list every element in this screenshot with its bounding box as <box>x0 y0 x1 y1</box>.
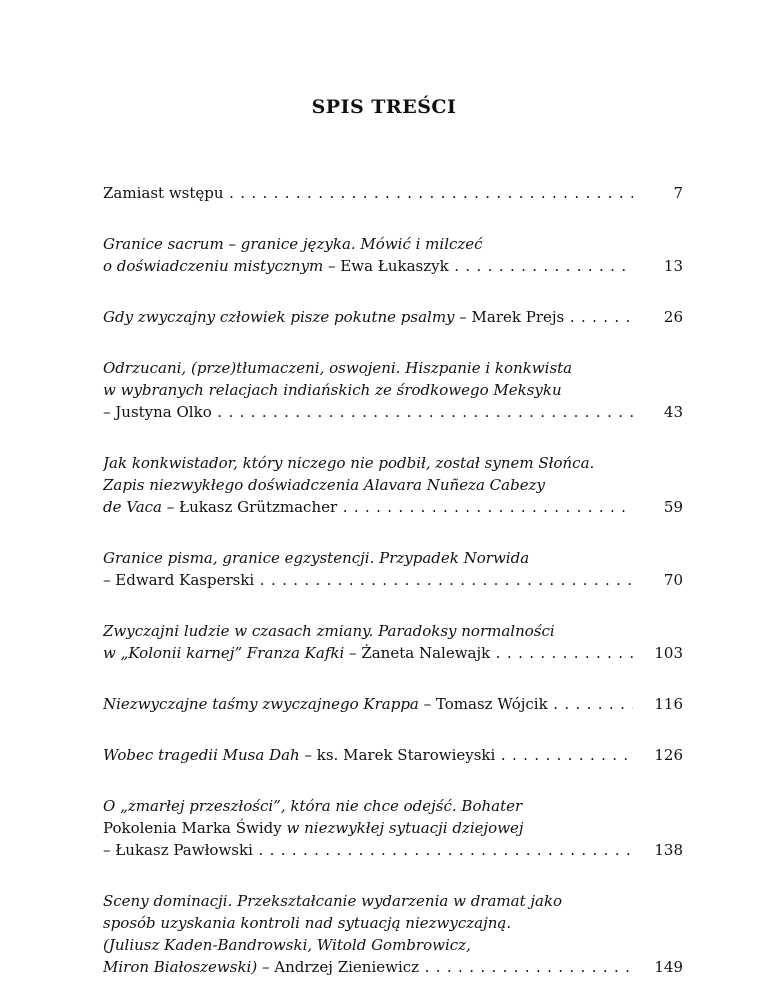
toc-title-segment: Odrzucani, (prze)tłumaczeni, oswojeni. Hiszpanie i konkwista <box>103 359 573 377</box>
toc-entry-line <box>103 547 633 569</box>
toc-title-segment: sposób uzyskania kontroli nad sytuacją niezwyczajną. <box>103 914 512 932</box>
toc-entry-text <box>103 547 683 591</box>
page-title: SPIS TREŚCI <box>311 96 457 118</box>
toc-entry-text <box>103 452 683 518</box>
toc-entry <box>103 357 683 423</box>
toc-page-number: 59 <box>663 498 683 516</box>
toc-entry-line <box>103 912 633 934</box>
toc-entry-line <box>103 620 633 642</box>
toc-entry-line <box>103 401 633 423</box>
toc-entry <box>103 182 683 204</box>
toc-entry <box>103 744 683 766</box>
toc-entry-text <box>103 744 683 766</box>
toc-author-segment: – Ewa Łukaszyk <box>323 257 449 275</box>
toc-page-number: 13 <box>663 257 683 275</box>
toc-page-number: 103 <box>654 644 683 662</box>
toc-title-segment: w wybranych relacjach indiańskich ze środkowego Meksyku <box>103 381 562 399</box>
toc-entry <box>103 452 683 518</box>
toc-page-number: 70 <box>663 571 683 589</box>
toc-entry <box>103 547 683 591</box>
toc-author-segment: – Justyna Olko <box>103 403 212 421</box>
toc-title-segment: (Juliusz Kaden-Bandrowski, Witold Gombrowicz, <box>103 936 471 954</box>
toc-entry-line <box>103 357 633 379</box>
toc-entry <box>103 890 683 978</box>
toc-title-segment: Granice sacrum – granice języka. Mówić i milczeć <box>103 235 483 253</box>
toc-entry-line <box>103 569 633 591</box>
toc-entry <box>103 233 683 277</box>
toc-author-segment: – ks. Marek Starowieyski <box>299 746 496 764</box>
toc-entry-line <box>103 642 633 664</box>
toc-entry-line <box>103 817 633 839</box>
toc-entry-line <box>103 379 633 401</box>
toc-author-segment: – Łukasz Pawłowski <box>103 841 253 859</box>
toc-title-segment: Granice pisma, granice egzystencji. Przypadek Norwida <box>103 549 530 567</box>
toc-entry <box>103 795 683 861</box>
toc-entry-text <box>103 795 683 861</box>
toc-entry-text <box>103 693 683 715</box>
toc-author-segment: – Andrzej Zieniewicz <box>257 958 420 976</box>
toc-title-segment: Zapis niezwykłego doświadczenia Alavara Nuñeza Cabezy <box>103 476 545 494</box>
toc-entry-line <box>103 795 633 817</box>
toc-title-segment: Niezwyczajne taśmy zwyczajnego Krappa <box>103 695 419 713</box>
toc-entry-text <box>103 182 683 204</box>
toc-entry-text <box>103 357 683 423</box>
toc-entry-text <box>103 306 683 328</box>
toc-entry <box>103 620 683 664</box>
toc-author-segment: Zamiast wstępu <box>103 184 224 202</box>
toc-entry-line <box>103 452 633 474</box>
toc-entry-line <box>103 839 633 861</box>
toc-entry-line <box>103 744 633 766</box>
toc-title-segment: w „Kolonii karnej” Franza Kafki <box>103 644 345 662</box>
toc-entry-line <box>103 956 633 978</box>
toc-entry-line <box>103 693 633 715</box>
toc-entry-line <box>103 182 633 204</box>
toc-author-segment: Pokolenia Marka Świdy <box>103 819 282 837</box>
toc-entry <box>103 306 683 328</box>
toc-page-number: 126 <box>654 746 683 764</box>
toc-page-number: 138 <box>654 841 683 859</box>
toc-entry-line <box>103 496 633 518</box>
toc-title-segment: de Vaca <box>103 498 162 516</box>
toc-entry-text <box>103 233 683 277</box>
toc-title-segment: o doświadczeniu mistycznym <box>103 257 324 275</box>
toc-title-segment: Zwyczajni ludzie w czasach zmiany. Paradoksy normalności <box>103 622 555 640</box>
toc-author-segment: – Żaneta Nalewajk <box>344 644 491 662</box>
toc-title-segment: Miron Białoszewski) <box>103 958 258 976</box>
toc-page-number: 7 <box>673 184 683 202</box>
toc-entry <box>103 693 683 715</box>
toc-title-segment: w niezwykłej sytuacji dziejowej <box>281 819 524 837</box>
toc-entry-line <box>103 890 633 912</box>
toc-entry-text <box>103 890 683 978</box>
toc-author-segment: – Łukasz Grützmacher <box>162 498 338 516</box>
toc-page-number: 149 <box>654 958 683 976</box>
toc-page-number: 26 <box>663 308 683 326</box>
toc-page-number: 116 <box>654 695 683 713</box>
toc-title-segment: Gdy zwyczajny człowiek pisze pokutne psalmy <box>103 308 455 326</box>
toc-entry-line <box>103 934 633 956</box>
toc-title-segment: Jak konkwistador, który niczego nie podbił, został synem Słońca. <box>103 454 595 472</box>
toc-author-segment: – Tomasz Wójcik <box>418 695 548 713</box>
table-of-contents <box>103 182 683 1007</box>
toc-title-segment: Sceny dominacji. Przekształcanie wydarzenia w dramat jako <box>103 892 563 910</box>
toc-entry-line <box>103 255 633 277</box>
toc-title-segment: Wobec tragedii Musa Dah <box>103 746 300 764</box>
toc-title-segment: O „zmarłej przeszłości”, która nie chce odejść. Bohater <box>103 797 523 815</box>
toc-author-segment: – Marek Prejs <box>454 308 565 326</box>
toc-entry-line <box>103 233 633 255</box>
toc-entry-line <box>103 306 633 328</box>
toc-author-segment: – Edward Kasperski <box>103 571 255 589</box>
toc-entry-line <box>103 474 633 496</box>
toc-entry-text <box>103 620 683 664</box>
toc-page-number: 43 <box>663 403 683 421</box>
